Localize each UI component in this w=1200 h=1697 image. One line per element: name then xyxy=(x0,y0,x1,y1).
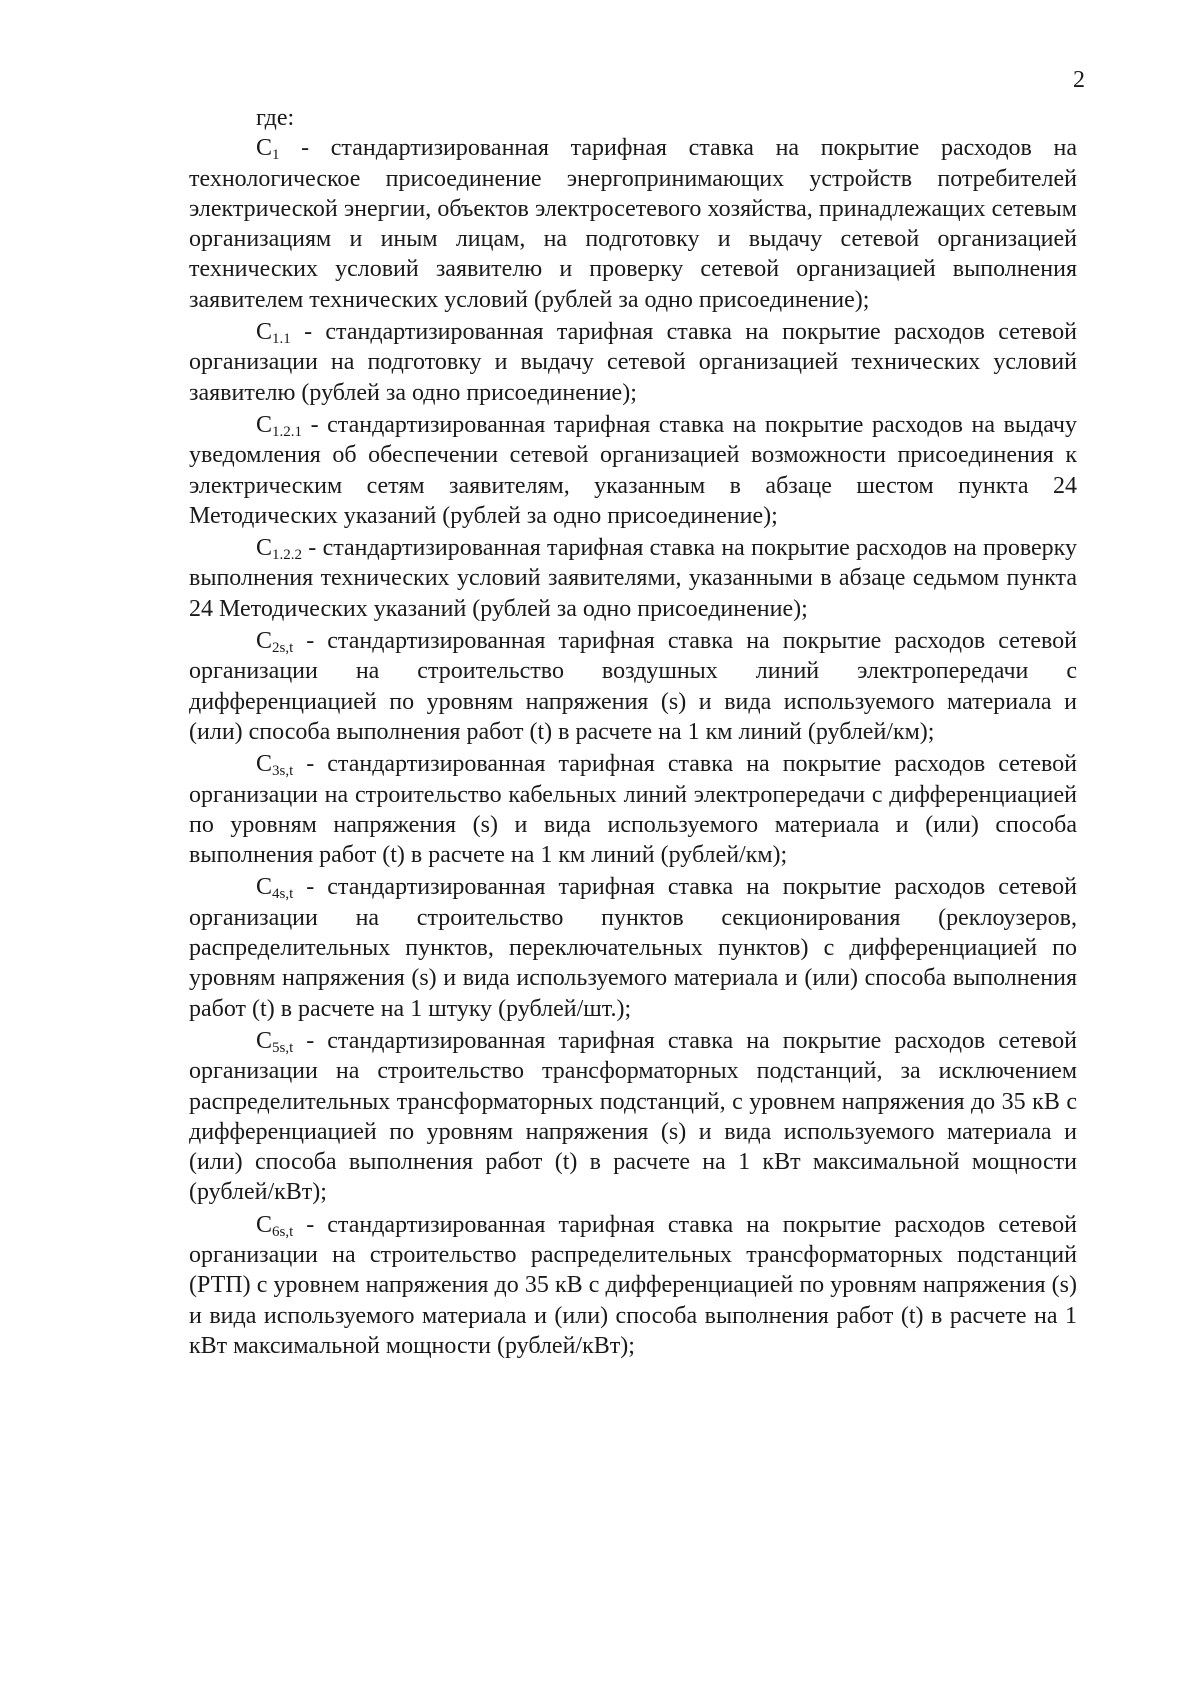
definition-text: - стандартизированная тарифная ставка на покрытие расходов сетевой организации на строительство пунктов секционирования (реклоузеров, распределительных пунктов, переключательных пунктов) с дифференциацией по уровням напряжения (s) и вида используемого материала и (или) способа выполнения работ (t) в расчете на 1 штуку (рублей/шт.); xyxy=(189,874,1077,1022)
intro-text: где: xyxy=(256,105,295,131)
definition-c6 xyxy=(189,1210,1077,1361)
definition-c3 xyxy=(189,749,1077,870)
definition-symbol: $C_{1.1}$ xyxy=(256,319,291,348)
definition-text: - стандартизированная тарифная ставка на покрытие расходов сетевой организации на подготовку и выдачу сетевой организацией технических условий заявителю (рублей за одно присоединение); xyxy=(189,319,1077,406)
page-number: 2 xyxy=(1073,67,1085,93)
definition-symbol: $C_{1.2.1}$ xyxy=(256,411,303,440)
definition-c1 xyxy=(189,133,1077,315)
definition-text: - стандартизированная тарифная ставка на покрытие расходов сетевой организации на строительство трансформаторных подстанций, за исключением распределительных трансформаторных подстанций, с уровнем напряжения до 35 кВ с дифференциацией по уровням напряжения (s) и вида используемого материала и (или) способа выполнения работ (t) в расчете на 1 кВт максимальной мощности (рублей/кВт); xyxy=(189,1027,1077,1206)
definition-c4 xyxy=(189,872,1077,1023)
definition-c1-2-1 xyxy=(189,410,1077,531)
definition-text: - стандартизированная тарифная ставка на покрытие расходов сетевой организации на строительство кабельных линий электропередачи с дифференциацией по уровням напряжения (s) и вида используемого материала и (или) способа выполнения работ (t) в расчете на 1 км линий (рублей/км); xyxy=(189,751,1077,869)
definition-symbol: $C_{1.2.2}$ xyxy=(256,535,303,564)
definition-text: - стандартизированная тарифная ставка на покрытие расходов на проверку выполнения технических условий заявителями, указанными в абзаце седьмом пункта 24 Методических указаний (рублей за одно присоединение); xyxy=(189,535,1077,622)
definition-symbol: $C_{3s,t}$ xyxy=(256,751,294,780)
definition-symbol: $C_{6s,t}$ xyxy=(256,1211,294,1240)
definition-text: - стандартизированная тарифная ставка на покрытие расходов сетевой организации на строительство распределительных трансформаторных подстанций (РТП) с уровнем напряжения до 35 кВ с дифференциацией по уровням напряжения (s) и вида используемого материала и (или) способа выполнения работ (t) в расчете на 1 кВт максимальной мощности (рублей/кВт); xyxy=(189,1211,1077,1359)
document-body xyxy=(189,103,1077,1363)
definition-text: - стандартизированная тарифная ставка на покрытие расходов на выдачу уведомления об обеспечении сетевой организацией возможности присоединения к электрическим сетям заявителям, указанным в абзаце шестом пункта 24 Методических указаний (рублей за одно присоединение); xyxy=(189,411,1077,529)
definition-symbol: $C_{4s,t}$ xyxy=(256,874,294,903)
definition-symbol: $C_{2s,t}$ xyxy=(256,628,294,657)
definition-text: - стандартизированная тарифная ставка на покрытие расходов сетевой организации на строительство воздушных линий электропередачи с дифференциацией по уровням напряжения (s) и вида используемого материала и (или) способа выполнения работ (t) в расчете на 1 км линий (рублей/км); xyxy=(189,628,1077,745)
definition-c1-2-2 xyxy=(189,533,1077,624)
definition-text: - стандартизированная тарифная ставка на покрытие расходов на технологическое присоединение энергопринимающих устройств потребителей электрической энергии, объектов электросетевого хозяйства, принадлежащих сетевым организациям и иным лицам, на подготовку и выдачу сетевой организацией технических условий заявителю и проверку сетевой организацией выполнения заявителем технических условий (рублей за одно присоединение); xyxy=(189,135,1077,313)
definition-c5 xyxy=(189,1026,1077,1208)
definition-symbol: $C_1$ xyxy=(256,135,280,164)
definition-c2 xyxy=(189,626,1077,747)
definition-c1-1 xyxy=(189,317,1077,408)
definition-symbol: $C_{5s,t}$ xyxy=(256,1027,294,1056)
